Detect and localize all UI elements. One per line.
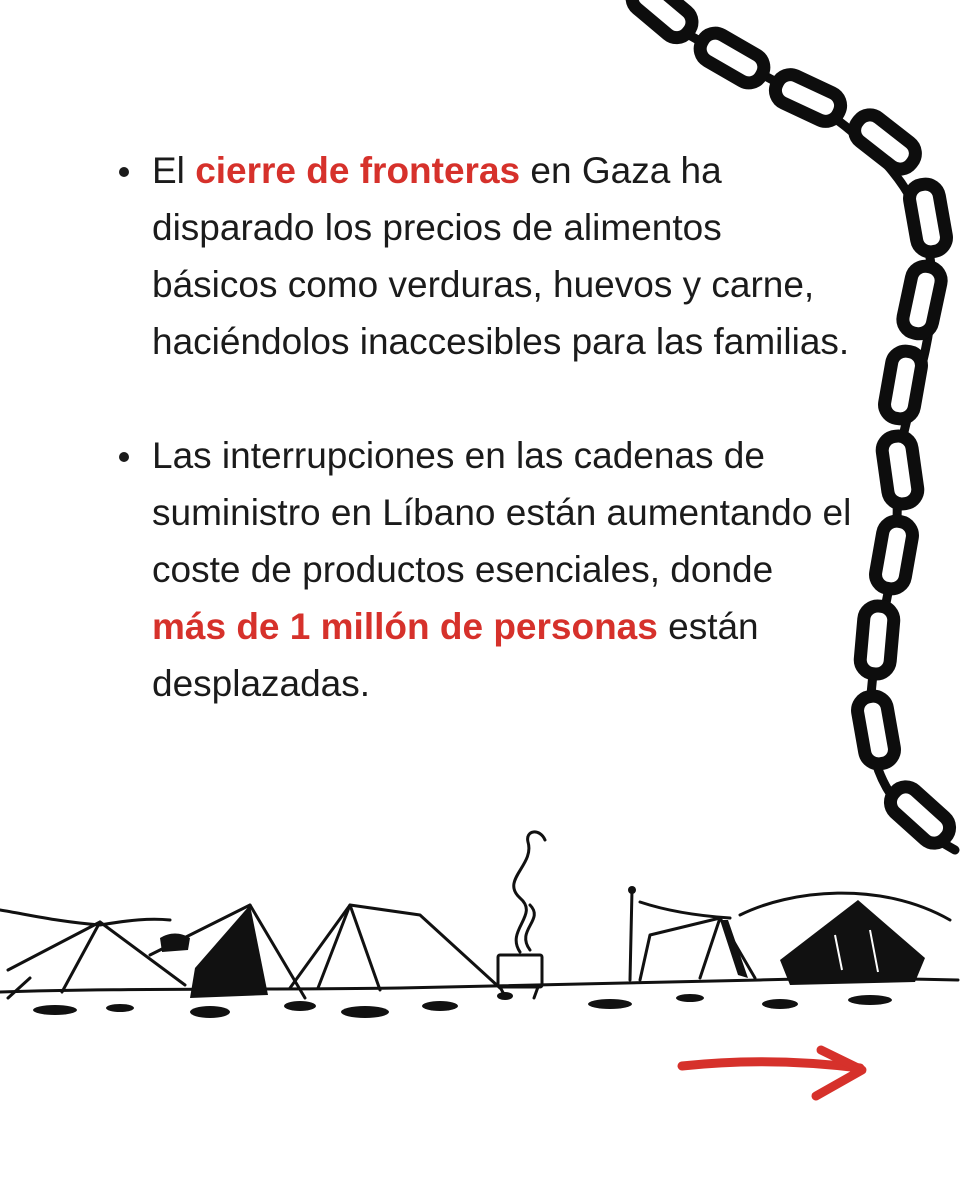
bullet-gaza-text-1: El — [152, 150, 196, 191]
bullet-content — [112, 142, 852, 712]
bullet-libano-text-2: están desplazadas. — [152, 606, 759, 704]
bullet-list — [112, 142, 852, 712]
highlight-cierre-fronteras: cierre de fronteras — [195, 150, 521, 191]
bullet-gaza-text-2: en Gaza ha disparado los precios de alimentos básicos como verduras, huevos y carne, haciéndolos inaccesibles para las familias. — [152, 150, 850, 362]
bullet-libano-text-1: Las interrupciones en las cadenas de suministro en Líbano están aumentando el coste de productos esenciales, donde — [152, 435, 852, 590]
next-arrow-icon[interactable] — [676, 1040, 876, 1110]
refugee-camp-tents-illustration — [0, 820, 960, 1040]
bullet-libano — [112, 427, 852, 712]
bullet-gaza — [112, 142, 852, 370]
highlight-desplazados: más de 1 millón de personas — [152, 606, 658, 647]
